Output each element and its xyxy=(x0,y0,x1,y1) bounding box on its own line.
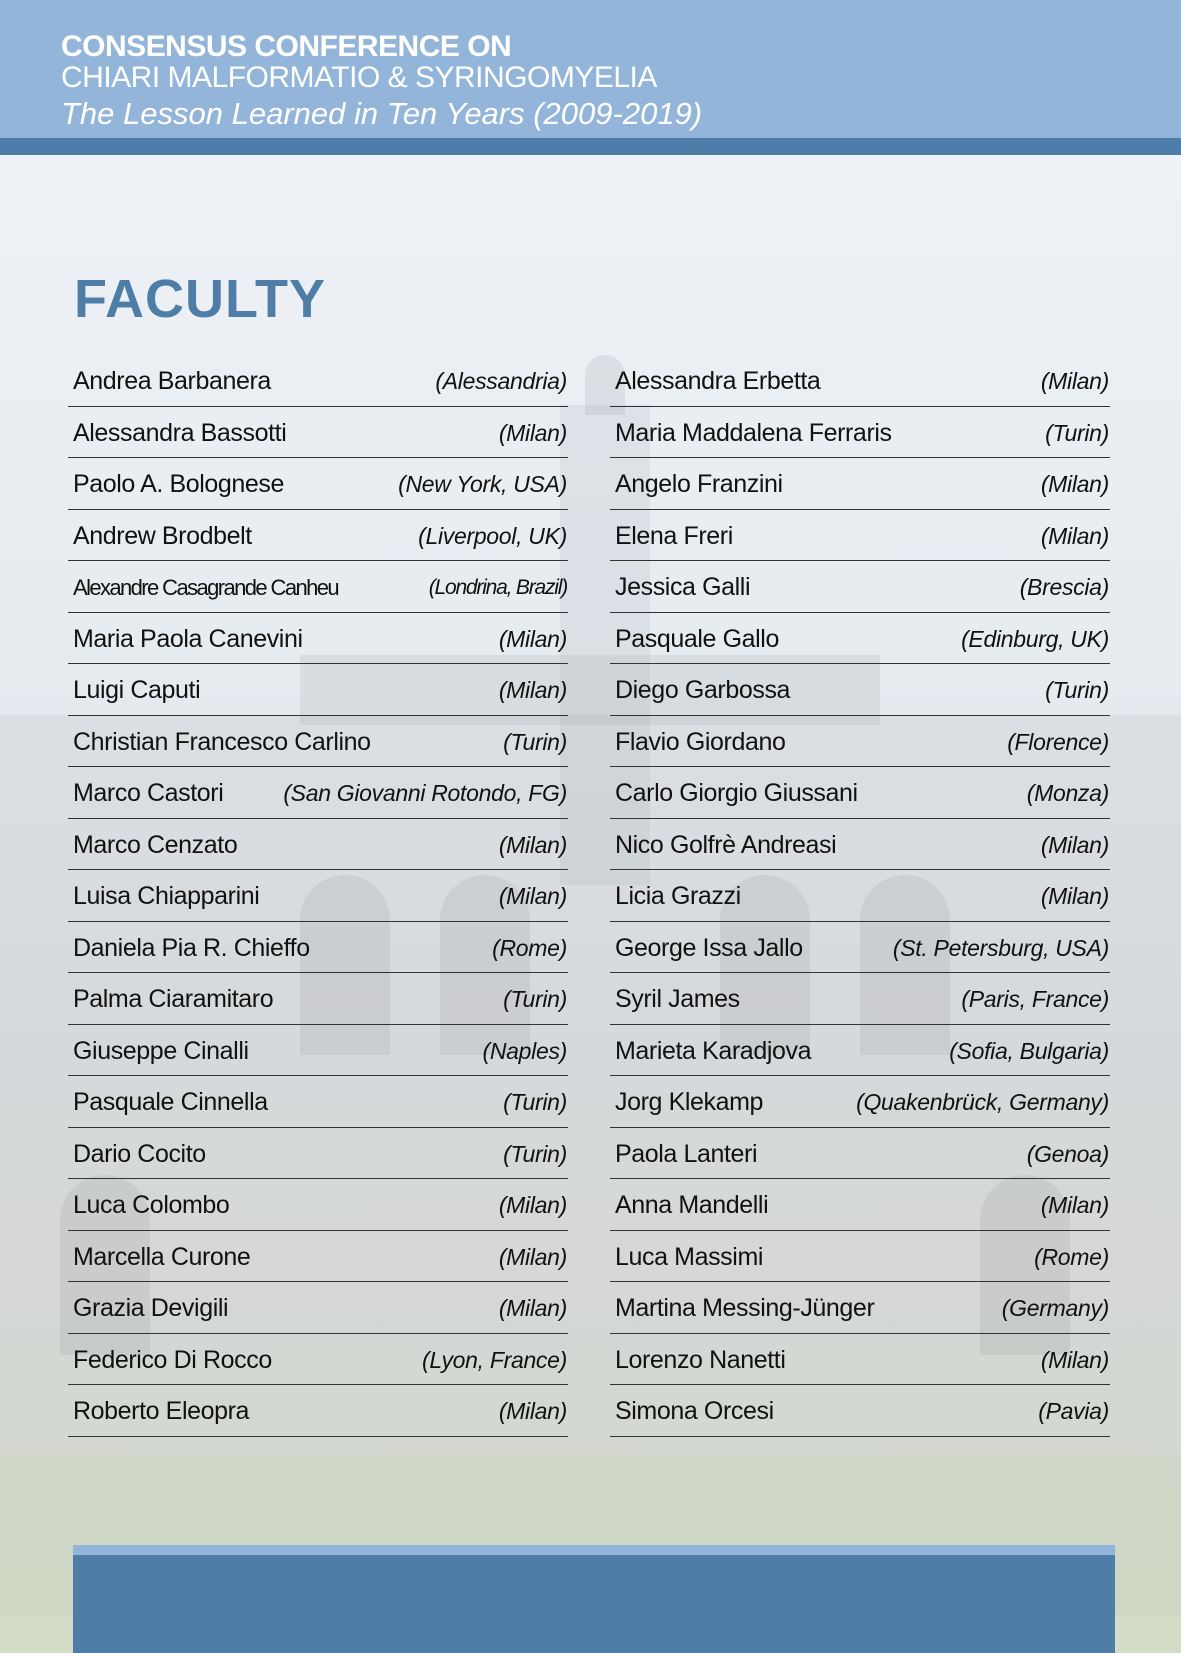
faculty-city: (Milan) xyxy=(1040,471,1109,497)
faculty-row xyxy=(68,355,568,407)
faculty-city: (Brescia) xyxy=(1019,574,1109,600)
faculty-name: Jorg Klekamp xyxy=(615,1088,764,1116)
faculty-name: Andrew Brodbelt xyxy=(73,521,252,550)
faculty-name: Syril James xyxy=(615,985,740,1013)
faculty-row xyxy=(68,561,568,613)
faculty-city: (Turin) xyxy=(503,1089,567,1115)
faculty-city: (New York, USA) xyxy=(398,471,567,497)
faculty-city: (Milan) xyxy=(498,831,567,858)
faculty-city: (Germany) xyxy=(1001,1295,1109,1321)
faculty-name: Licia Grazzi xyxy=(615,882,741,910)
faculty-name: Nico Golfrè Andreasi xyxy=(615,830,837,859)
faculty-name: Roberto Eleopra xyxy=(73,1397,250,1425)
faculty-name: Diego Garbossa xyxy=(615,676,791,704)
faculty-city: (Genoa) xyxy=(1026,1140,1109,1167)
faculty-list-left xyxy=(68,355,568,1437)
faculty-row xyxy=(68,1334,568,1386)
faculty-row xyxy=(68,510,568,562)
faculty-city: (Milan) xyxy=(498,419,567,446)
faculty-name: Paolo A. Bolognese xyxy=(73,470,285,498)
faculty-city: (Turin) xyxy=(1045,677,1109,703)
faculty-name: Dario Cocito xyxy=(73,1139,206,1168)
faculty-name: Alexandre Casagrande Canheu xyxy=(73,575,339,600)
faculty-city: (Edinburg, UK) xyxy=(961,625,1109,652)
faculty-city: (Milan) xyxy=(1040,1346,1109,1373)
faculty-row xyxy=(610,1076,1110,1128)
faculty-city: (Milan) xyxy=(498,625,567,652)
faculty-name: Maria Maddalena Ferraris xyxy=(615,418,892,447)
faculty-city: (Milan) xyxy=(1040,522,1109,549)
faculty-city: (Pavia) xyxy=(1038,1398,1109,1424)
faculty-name: Alessandra Erbetta xyxy=(615,367,821,395)
faculty-city: (Florence) xyxy=(1007,728,1109,755)
faculty-name: Christian Francesco Carlino xyxy=(73,727,371,756)
faculty-city: (Rome) xyxy=(492,934,567,961)
faculty-row xyxy=(610,767,1110,819)
faculty-name: Pasquale Gallo xyxy=(615,624,779,653)
faculty-row xyxy=(610,716,1110,768)
faculty-row xyxy=(610,870,1110,922)
faculty-name: Marco Castori xyxy=(73,779,224,807)
faculty-name: Daniela Pia R. Chieffo xyxy=(73,933,310,962)
faculty-row xyxy=(68,1076,568,1128)
faculty-city: (Rome) xyxy=(1034,1243,1109,1270)
header-tagline: The Lesson Learned in Ten Years (2009-2019) xyxy=(61,96,703,131)
faculty-city: (Londrina, Brazil) xyxy=(428,576,567,599)
header-accent-strip xyxy=(0,138,1181,155)
faculty-row xyxy=(610,1179,1110,1231)
faculty-name: Luigi Caputi xyxy=(73,676,201,704)
faculty-row xyxy=(68,407,568,459)
header-subtitle: CHIARI MALFORMATIO & SYRINGOMYELIA xyxy=(61,61,657,94)
faculty-name: Marco Cenzato xyxy=(73,830,238,859)
faculty-row xyxy=(610,973,1110,1025)
faculty-city: (Milan) xyxy=(1040,831,1109,858)
faculty-name: Martina Messing-Jünger xyxy=(615,1294,875,1322)
faculty-name: Marcella Curone xyxy=(73,1242,251,1271)
faculty-row xyxy=(68,922,568,974)
faculty-name: Palma Ciaramitaro xyxy=(73,985,274,1013)
faculty-row xyxy=(68,973,568,1025)
faculty-city: (Milan) xyxy=(1040,883,1109,909)
faculty-name: Carlo Giorgio Giussani xyxy=(615,779,858,807)
faculty-name: Luca Colombo xyxy=(73,1191,230,1219)
faculty-row xyxy=(68,716,568,768)
faculty-name: Simona Orcesi xyxy=(615,1397,774,1425)
faculty-row xyxy=(68,819,568,871)
faculty-row xyxy=(610,355,1110,407)
faculty-name: Maria Paola Canevini xyxy=(73,624,303,653)
faculty-row xyxy=(68,870,568,922)
faculty-name: Luca Massimi xyxy=(615,1242,764,1271)
header-title: CONSENSUS CONFERENCE ON xyxy=(61,30,512,63)
faculty-name: Anna Mandelli xyxy=(615,1191,769,1219)
faculty-name: Luisa Chiapparini xyxy=(73,882,260,910)
faculty-row xyxy=(610,407,1110,459)
faculty-city: (Paris, France) xyxy=(961,986,1109,1012)
faculty-city: (Milan) xyxy=(498,883,567,909)
faculty-row xyxy=(68,1128,568,1180)
faculty-row xyxy=(610,1231,1110,1283)
faculty-row xyxy=(610,613,1110,665)
faculty-city: (Turin) xyxy=(503,728,567,755)
faculty-name: Angelo Franzini xyxy=(615,470,783,498)
faculty-row xyxy=(610,1282,1110,1334)
faculty-row xyxy=(68,1282,568,1334)
faculty-row xyxy=(610,922,1110,974)
faculty-city: (Monza) xyxy=(1026,780,1109,806)
faculty-row xyxy=(68,1025,568,1077)
faculty-name: Pasquale Cinnella xyxy=(73,1088,268,1116)
faculty-city: (Quakenbrück, Germany) xyxy=(856,1089,1109,1115)
faculty-row xyxy=(68,1179,568,1231)
faculty-city: (Sofia, Bulgaria) xyxy=(949,1037,1109,1064)
header-banner xyxy=(0,0,1181,138)
faculty-row xyxy=(68,1385,568,1437)
faculty-city: (Liverpool, UK) xyxy=(418,522,567,549)
faculty-row xyxy=(610,510,1110,562)
faculty-row xyxy=(610,1025,1110,1077)
faculty-row xyxy=(610,1334,1110,1386)
faculty-row xyxy=(610,1128,1110,1180)
faculty-city: (Lyon, France) xyxy=(422,1346,567,1373)
faculty-name: Jessica Galli xyxy=(615,573,751,601)
faculty-name: George Issa Jallo xyxy=(615,933,803,962)
faculty-city: (Milan) xyxy=(1040,368,1109,394)
faculty-row xyxy=(610,819,1110,871)
faculty-city: (Milan) xyxy=(498,1192,567,1218)
faculty-row xyxy=(610,561,1110,613)
faculty-city: (Naples) xyxy=(482,1037,567,1064)
faculty-name: Federico Di Rocco xyxy=(73,1345,272,1374)
faculty-row xyxy=(68,664,568,716)
footer-accent-strip xyxy=(73,1545,1115,1555)
faculty-city: (Turin) xyxy=(1045,419,1109,446)
faculty-name: Grazia Devigili xyxy=(73,1294,229,1322)
faculty-row xyxy=(68,458,568,510)
faculty-list-right xyxy=(610,355,1110,1437)
faculty-row xyxy=(610,664,1110,716)
faculty-city: (Alessandria) xyxy=(435,368,567,394)
faculty-heading: FACULTY xyxy=(74,269,326,329)
faculty-name: Elena Freri xyxy=(615,521,733,550)
faculty-row xyxy=(68,613,568,665)
faculty-name: Paola Lanteri xyxy=(615,1139,758,1168)
faculty-city: (Turin) xyxy=(503,1140,567,1167)
faculty-name: Andrea Barbanera xyxy=(73,367,271,395)
faculty-name: Marieta Karadjova xyxy=(615,1036,812,1065)
faculty-name: Alessandra Bassotti xyxy=(73,418,287,447)
faculty-row xyxy=(68,767,568,819)
faculty-row xyxy=(610,458,1110,510)
faculty-name: Flavio Giordano xyxy=(615,727,786,756)
faculty-row xyxy=(68,1231,568,1283)
faculty-city: (San Giovanni Rotondo, FG) xyxy=(283,780,567,806)
faculty-city: (Milan) xyxy=(1040,1192,1109,1218)
faculty-city: (Milan) xyxy=(498,1243,567,1270)
faculty-city: (Milan) xyxy=(498,1398,567,1424)
faculty-city: (St. Petersburg, USA) xyxy=(892,934,1109,961)
faculty-city: (Milan) xyxy=(498,1295,567,1321)
faculty-name: Giuseppe Cinalli xyxy=(73,1036,249,1065)
faculty-name: Lorenzo Nanetti xyxy=(615,1345,786,1374)
footer-banner xyxy=(73,1555,1115,1653)
faculty-city: (Turin) xyxy=(503,986,567,1012)
faculty-row xyxy=(610,1385,1110,1437)
faculty-city: (Milan) xyxy=(498,677,567,703)
